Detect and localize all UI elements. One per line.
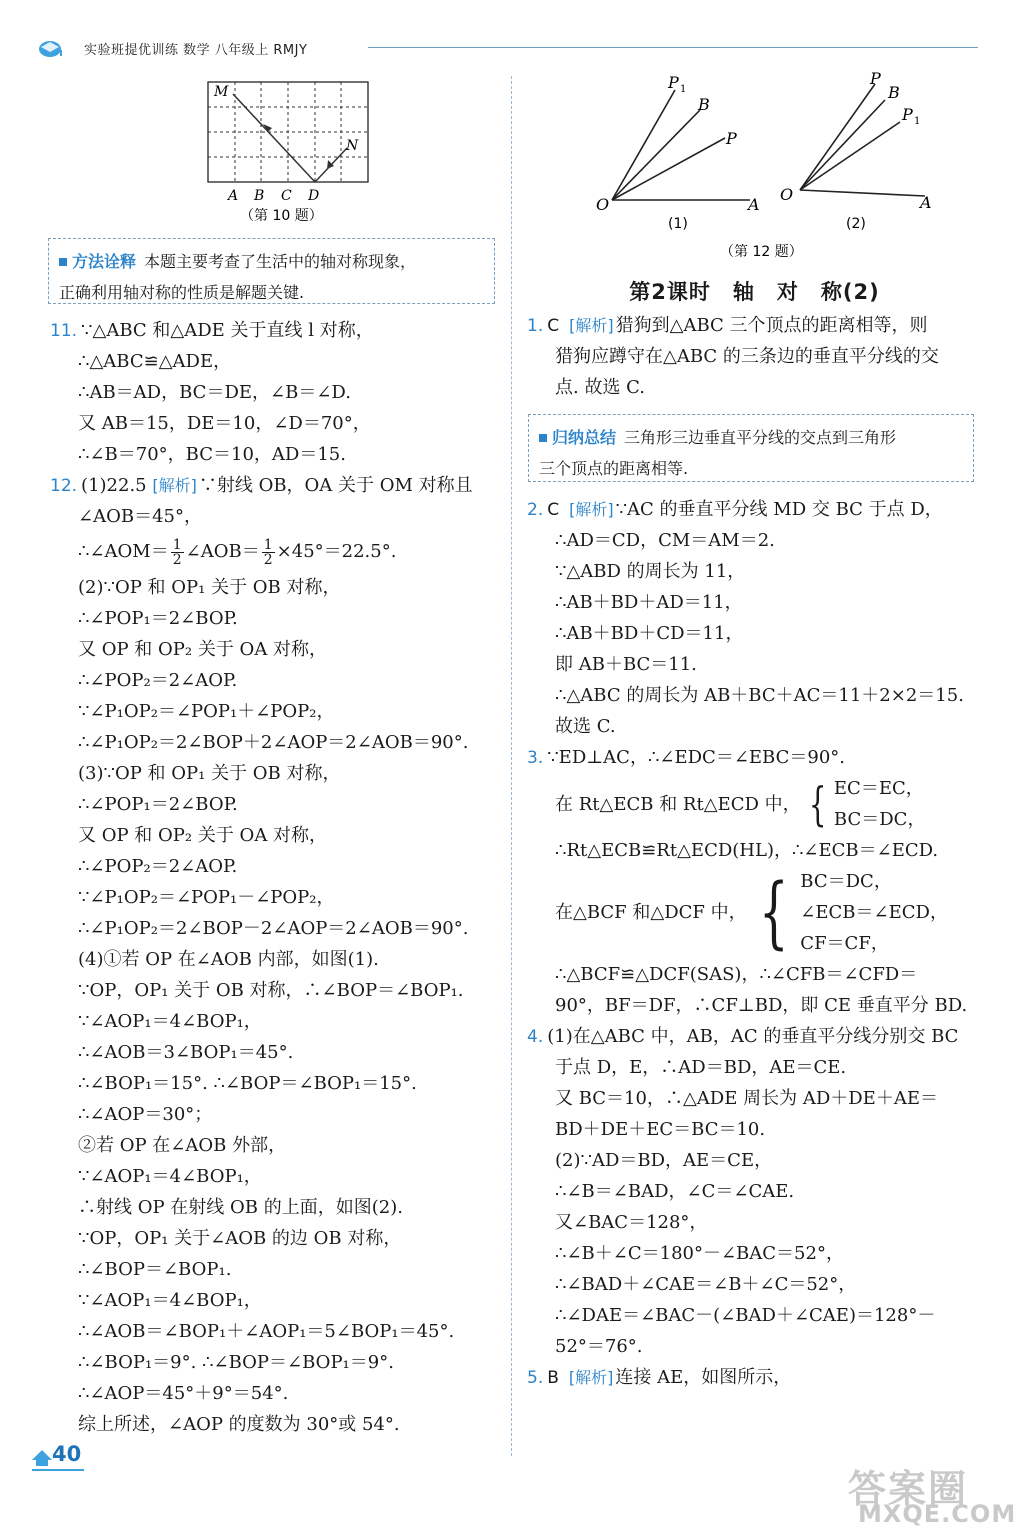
answer-line: ∴∠BOP＝∠BOP₁. (78, 1259, 232, 1280)
answer-line: 又 OP 和 OP₂ 关于 OA 对称， (78, 639, 328, 660)
answer-line: ∴∠P₁OP₂＝2∠BOP－2∠AOP＝2∠AOB＝90°. (78, 918, 469, 939)
question-number: 12. (50, 476, 78, 496)
summary-line1: 三角形三边垂直平分线的交点到三角形 (624, 428, 897, 447)
choice-answer: B (547, 1368, 559, 1388)
watermark-url: MXQE.COM (858, 1500, 1017, 1528)
answer-line: ②若 OP 在∠AOB 外部， (78, 1135, 287, 1156)
answer-line: ∴∠AOP＝45°＋9°＝54°. (78, 1383, 289, 1404)
answer-line: ∴∠BOP₁＝9°. ∴∠BOP＝∠BOP₁＝9°. (78, 1352, 394, 1373)
answer-line: ∵OP，OP₁ 关于 OB 对称，∴∠BOP＝∠BOP₁. (78, 980, 464, 1001)
method-note-line1: 本题主要考查了生活中的轴对称现象， (144, 252, 417, 271)
method-note-box (48, 238, 495, 304)
answer-line: ∴∠B＋∠C＝180°－∠BAC＝52°， (555, 1243, 844, 1264)
answer-line: ∴射线 OP 在射线 OB 的上面，如图(2). (78, 1197, 403, 1218)
fig10-label-n: N (346, 138, 359, 154)
answer-line: 52°＝76°. (555, 1336, 643, 1357)
answer-line: ∴∠B＝∠BAD，∠C＝∠CAE. (555, 1181, 795, 1202)
question-number: 3. (527, 748, 544, 768)
fig12-label-b: B (698, 95, 710, 114)
left-column (50, 315, 505, 1440)
right-column (527, 310, 982, 1393)
summary-label: 归纳总结 (539, 428, 616, 447)
answer-line: ∴AB＋BD＋AD＝11， (555, 592, 743, 613)
answer-line: (4)①若 OP 在∠AOB 内部，如图(1). (78, 949, 379, 970)
graduation-cap-icon (38, 38, 66, 58)
fig12-label-p1: P (668, 73, 679, 92)
answer-line: ∴∠AOM＝ $\frac{1}{2}$ ∠AOB＝ $\frac{1}{2}$ ×45°＝22.5°. (78, 536, 397, 568)
square-bullet-icon (59, 258, 67, 266)
answer-line: BD＋DE＋EC＝BC＝10. (555, 1119, 766, 1140)
analysis-tag: [解析] (152, 476, 197, 495)
fig12-sub1: (1) (668, 216, 688, 232)
fig12-label-b-2: B (888, 83, 900, 102)
answer-line: ∴∠POP₂＝2∠AOP. (78, 856, 238, 877)
analysis-tag: [解析] (569, 316, 614, 335)
answer-line: (2)∵AD＝BD，AE＝CE， (555, 1150, 773, 1171)
fig12-label-p1-2: P (902, 105, 913, 124)
answer-line: 又 OP 和 OP₂ 关于 OA 对称， (78, 825, 328, 846)
fig10-label-m: M (214, 84, 229, 100)
brace-icon: { (758, 867, 789, 958)
method-note-line2: 正确利用轴对称的性质是解题关键. (59, 283, 305, 302)
answer-line: 90°，BF＝DF，∴CF⊥BD，即 CE 垂直平分 BD. (555, 995, 968, 1016)
lesson-title: 第2课时 轴 对 称(2) (629, 280, 880, 304)
answer-line: ∴∠B＝70°，BC＝10，AD＝15. (78, 444, 346, 465)
answer-line: ∴∠BAD＋∠CAE＝∠B＋∠C＝52°， (555, 1274, 857, 1295)
answer-line: ∴∠BOP₁＝15°. ∴∠BOP＝∠BOP₁＝15°. (78, 1073, 417, 1094)
equation-system: 在 Rt△ECB 和 Rt△ECD 中， { EC＝EC， BC＝DC， (555, 777, 926, 831)
answer-line: ∵△ABD 的周长为 11， (555, 561, 746, 582)
fig12-caption: （第 12 题） (720, 244, 803, 260)
answer-line: 1. C [解析] 猎狗到△ABC 三个顶点的距离相等，则 (527, 315, 928, 336)
column-divider (511, 76, 512, 1456)
answer-line: ∴AB＋BD＋CD＝11， (555, 623, 744, 644)
summary-line2: 三个顶点的距离相等. (539, 459, 689, 478)
answer-line: 综上所述，∠AOP 的度数为 30°或 54°. (78, 1414, 400, 1435)
answer-line: ∵OP，OP₁ 关于∠AOB 的边 OB 对称， (78, 1228, 402, 1249)
answer-line: ∴∠AOB＝∠BOP₁＋∠AOP₁＝5∠BOP₁＝45°. (78, 1321, 455, 1342)
fig12-label-p: P (726, 129, 737, 148)
book-title: 实验班提优训练 数学 八年级上 RMJY (84, 43, 308, 58)
answer-line: (3)∵OP 和 OP₁ 关于 OB 对称， (78, 763, 341, 784)
answer-line: ∠AOB＝45°， (78, 506, 202, 527)
question-number: 4. (527, 1027, 544, 1047)
answer-line: ∴∠P₁OP₂＝2∠BOP＋2∠AOP＝2∠AOB＝90°. (78, 732, 469, 753)
analysis-tag: [解析] (568, 1368, 614, 1387)
answer-line: ∵∠AOP₁＝4∠BOP₁， (78, 1290, 262, 1311)
fig12-label-p-2: P (870, 70, 881, 88)
answer-line: 3. ∵ED⊥AC，∴∠EDC＝∠EBC＝90°. (527, 747, 846, 768)
answer-line: ∵∠P₁OP₂＝∠POP₁＋∠POP₂， (78, 701, 335, 722)
fig12-label-o-2: O (780, 185, 794, 204)
answer-line: (2)∵OP 和 OP₁ 关于 OB 对称， (78, 577, 341, 598)
page-number-badge (30, 1440, 86, 1472)
fraction: $\frac{1}{2}$ (263, 536, 273, 568)
analysis-tag: [解析] (569, 500, 614, 519)
fig12-label-a: A (748, 195, 760, 214)
answer-line: ∵∠P₁OP₂＝∠POP₁－∠POP₂， (78, 887, 335, 908)
answer-line: 点. 故选 C. (555, 377, 646, 398)
watermark-logo: 答案圈 (848, 1467, 969, 1511)
question-number: 2. (527, 500, 544, 520)
method-note-label: 方法诠释 (59, 252, 136, 271)
answer-line: 又 BC＝10，∴△ADE 周长为 AD＋DE＋AE＝ (555, 1088, 938, 1109)
answer-line: ∴AD＝CD，CM＝AM＝2. (555, 530, 775, 551)
answer-line: ∴∠DAE＝∠BAC－(∠BAD＋∠CAE)＝128°－ (555, 1305, 936, 1326)
question-number: 11. (50, 321, 78, 341)
answer-line: ∴△ABC≌△ADE， (78, 351, 232, 372)
fig10-label-c: C (281, 188, 292, 204)
answer-line: ∴∠AOB＝3∠BOP₁＝45°. (78, 1042, 294, 1063)
answer-line: 猎狗应蹲守在△ABC 的三条边的垂直平分线的交 (555, 346, 939, 367)
answer-line: 4. (1)在△ABC 中，AB，AC 的垂直平分线分别交 BC (527, 1026, 959, 1047)
answer-line: 故选 C. (555, 716, 616, 737)
answer-line: ∴△ABC 的周长为 AB＋BC＋AC＝11＋2×2＝15. (555, 685, 964, 706)
header-rule (368, 47, 978, 48)
equation-system: 在△BCF 和△DCF 中， { BC＝DC， ∠ECB＝∠ECD， CF＝CF， (555, 867, 948, 958)
fraction: $\frac{1}{2}$ (172, 536, 182, 568)
page-header (38, 36, 983, 60)
figure-12 (590, 70, 950, 265)
brace-icon: { (808, 777, 827, 831)
fig12-label-p1-sub-2: 1 (914, 116, 921, 127)
fig12-label-o: O (596, 195, 610, 214)
answer-line: ∴Rt△ECB≌Rt△ECD(HL)，∴∠ECB＝∠ECD. (555, 840, 939, 861)
fig12-label-p1-sub: 1 (680, 84, 687, 95)
answer-line: 12. (1)22.5 [解析] ∵射线 OB，OA 关于 OM 对称且 (50, 475, 473, 496)
figure-10 (200, 70, 375, 225)
page-number: 40 (52, 1442, 82, 1466)
question-number: 5. (527, 1368, 544, 1388)
fig10-caption: （第 10 题） (240, 208, 323, 224)
box-spacer (527, 403, 982, 494)
answer-line: ∴AB＝AD，BC＝DE，∠B＝∠D. (78, 382, 351, 403)
answer-line: 11. ∵△ABC 和△ADE 关于直线 l 对称， (50, 320, 374, 341)
fig10-label-d: D (308, 188, 320, 204)
fig10-label-b: B (254, 188, 265, 204)
answer-line: 2. C [解析] ∵AC 的垂直平分线 MD 交 BC 于点 D， (527, 499, 943, 520)
answer-line: 即 AB＋BC＝11. (555, 654, 697, 675)
answer-line: ∴∠POP₁＝2∠BOP. (78, 608, 238, 629)
question-number: 1. (527, 316, 544, 336)
answer-line: ∴∠POP₂＝2∠AOP. (78, 670, 238, 691)
fig10-label-a: A (228, 188, 239, 204)
answer-line: 5. B [解析] 连接 AE，如图所示， (527, 1367, 792, 1388)
answer-line: ∵∠AOP₁＝4∠BOP₁， (78, 1011, 262, 1032)
answer-line: 又 AB＝15，DE＝10，∠D＝70°， (78, 413, 371, 434)
choice-answer: C (547, 316, 560, 336)
fig12-label-a-2: A (920, 193, 932, 212)
answer-line: 又∠BAC＝128°， (555, 1212, 708, 1233)
choice-answer: C (547, 500, 560, 520)
answer-line: 于点 D，E，∴AD＝BD，AE＝CE. (555, 1057, 847, 1078)
answer-line: ∵∠AOP₁＝4∠BOP₁， (78, 1166, 262, 1187)
answer-line: ∴∠AOP＝30°； (78, 1104, 213, 1125)
fig12-sub2: (2) (846, 216, 866, 232)
answer-line: ∴△BCF≌△DCF(SAS)，∴∠CFB＝∠CFD＝ (555, 964, 918, 985)
answer-line: ∴∠POP₁＝2∠BOP. (78, 794, 238, 815)
